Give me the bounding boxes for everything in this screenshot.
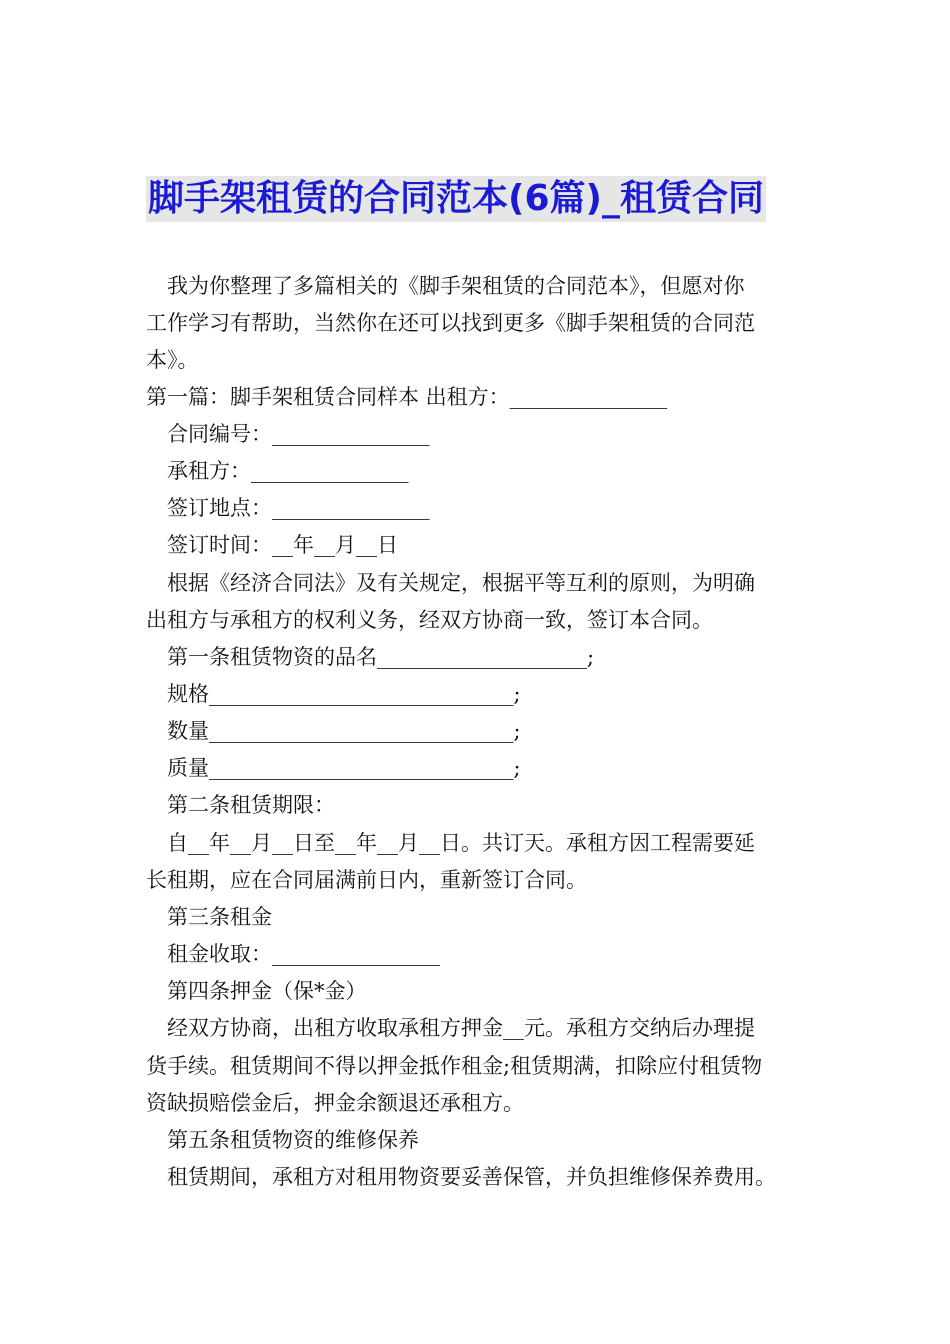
field-quantity: 数量_____________________________; [167,719,521,743]
intro-line-2: 工作学习有帮助，当然你在还可以找到更多《脚手架租赁的合同范 [146,311,755,335]
clause-2: 第二条租赁期限： [167,793,335,817]
section-heading-1: 第一篇：脚手架租赁合同样本 出租方：_______________ [146,385,668,409]
field-signing-date: 签订时间：__年__月__日 [167,533,398,557]
field-lessee: 承租方：_______________ [167,459,409,483]
clause-4: 第四条押金（保*金） [167,979,367,1003]
paragraph-line: 长租期，应在合同届满前日内，重新签订合同。 [146,868,587,892]
field-contract-number: 合同编号：_______________ [167,422,430,446]
paragraph-line: 资缺损赔偿金后，押金余额退还承租方。 [146,1091,524,1115]
intro-line-1: 我为你整理了多篇相关的《脚手架租赁的合同范本》，但愿对你 [167,274,745,298]
intro-line-3: 本》。 [146,348,199,372]
clause-3: 第三条租金 [167,905,272,929]
paragraph-line: 出租方与承租方的权利义务，经双方协商一致，签订本合同。 [146,608,713,632]
document-title: 脚手架租赁的合同范本(6篇)_租赁合同 [146,176,766,222]
field-spec: 规格_____________________________; [167,682,521,706]
paragraph-line: 货手续。租赁期间不得以押金抵作租金;租赁期满，扣除应付租赁物 [146,1054,763,1078]
clause-1: 第一条租赁物资的品名____________________; [167,645,595,669]
field-rent: 租金收取：________________ [167,942,440,966]
field-quality: 质量_____________________________; [167,756,521,780]
paragraph-line: 自__年__月__日至__年__月__日。共订天。承租方因工程需要延 [167,831,755,855]
clause-5: 第五条租赁物资的维修保养 [167,1128,419,1152]
field-signing-place: 签订地点：_______________ [167,496,430,520]
paragraph-line: 经双方协商，出租方收取承租方押金__元。承租方交纳后办理提 [167,1016,755,1040]
paragraph-line: 租赁期间，承租方对租用物资要妥善保管，并负担维修保养费用。 [167,1165,776,1189]
paragraph-line: 根据《经济合同法》及有关规定，根据平等互利的原则，为明确 [167,571,755,595]
